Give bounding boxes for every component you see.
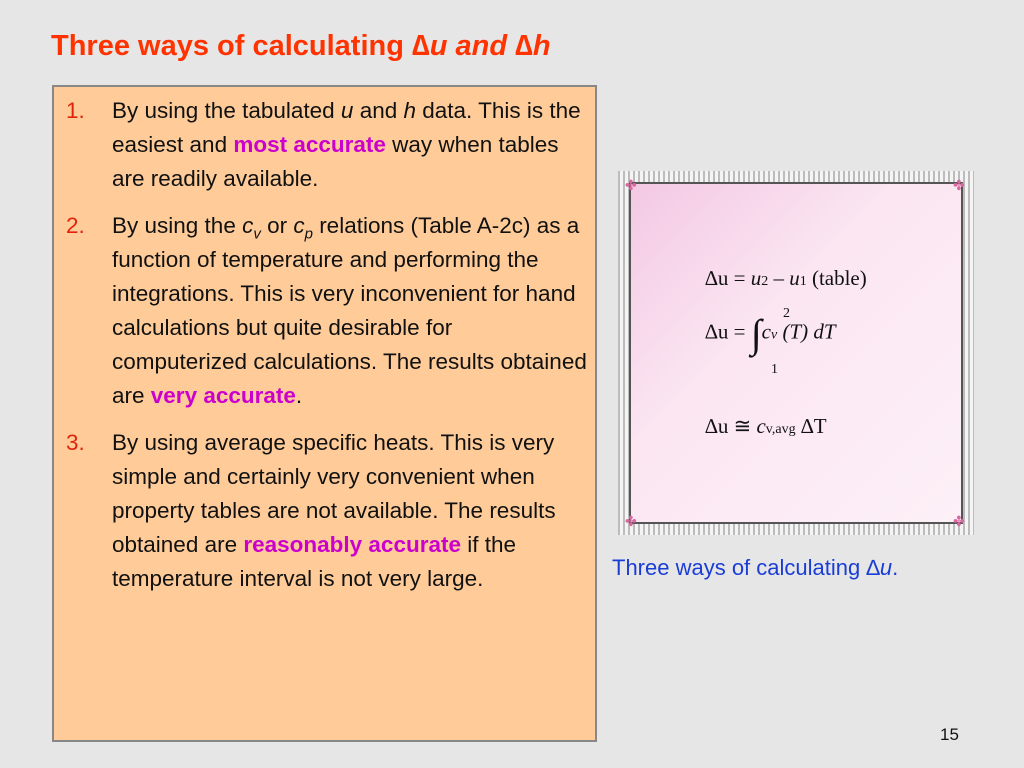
list-text: data. This is the easiest and bbox=[112, 98, 581, 157]
equation-figure bbox=[618, 171, 974, 535]
title-delta-u: ∆ bbox=[412, 30, 430, 62]
equation-integral: ∆u = ∫ 2 1 cv (T) dT bbox=[705, 306, 836, 377]
list-highlight: most accurate bbox=[233, 132, 386, 157]
list-text-cv: c bbox=[242, 213, 254, 238]
list-text: and bbox=[353, 98, 404, 123]
list-text: if the temperature interval is not very large. bbox=[112, 532, 517, 591]
content-box bbox=[52, 85, 597, 742]
pushpin-icon: ✤ bbox=[625, 513, 637, 529]
list-text-h: h bbox=[403, 98, 416, 123]
list-text-cp-sub: p bbox=[304, 225, 313, 243]
title-u-and: u and bbox=[429, 30, 516, 62]
list-text: relations (Table A-2c) as a function of temperature and performing the integrations. This is very inconvenient for hand calculations but quite desirable for computerized calculations. The results obtained are bbox=[112, 213, 587, 408]
list-item bbox=[60, 94, 590, 196]
title-prefix: Three ways of calculating bbox=[51, 30, 412, 62]
list-text: or bbox=[260, 213, 294, 238]
list-item bbox=[60, 209, 590, 413]
list-text: By using average specific heats. This is very simple and certainly very convenient when property tables are not available. The results obtained are bbox=[112, 430, 556, 557]
list-highlight: very accurate bbox=[150, 383, 296, 408]
slide-title bbox=[51, 30, 551, 63]
list-text-cp: c bbox=[293, 213, 305, 238]
methods-list bbox=[60, 94, 590, 609]
pushpin-icon: ✤ bbox=[625, 177, 637, 193]
list-text-u: u bbox=[340, 98, 354, 123]
list-text: By using the bbox=[112, 213, 243, 238]
list-number: 3. bbox=[66, 430, 85, 455]
list-text: By using the tabulated bbox=[112, 98, 341, 123]
pushpin-icon: ✤ bbox=[953, 177, 965, 193]
equation-table: ∆u = u2 – u1 (table) bbox=[705, 266, 867, 290]
list-text: way when tables are readily available. bbox=[112, 132, 559, 191]
pushpin-icon: ✤ bbox=[953, 513, 965, 529]
page-number: 15 bbox=[940, 725, 959, 744]
list-number: 2. bbox=[66, 213, 85, 238]
figure-caption: Three ways of calculating ∆u. bbox=[612, 555, 899, 580]
list-number: 1. bbox=[66, 98, 85, 123]
list-text: . bbox=[295, 383, 303, 408]
equation-average: ∆u ≅ cv,avg ∆T bbox=[705, 414, 827, 438]
title-h: h bbox=[532, 30, 551, 62]
equation-card bbox=[625, 177, 965, 529]
list-highlight: reasonably accurate bbox=[243, 532, 461, 557]
list-item bbox=[60, 426, 590, 596]
integral-icon: ∫ bbox=[750, 311, 762, 356]
list-text-cv-sub: v bbox=[253, 225, 261, 243]
title-delta-h: ∆ bbox=[515, 30, 533, 62]
